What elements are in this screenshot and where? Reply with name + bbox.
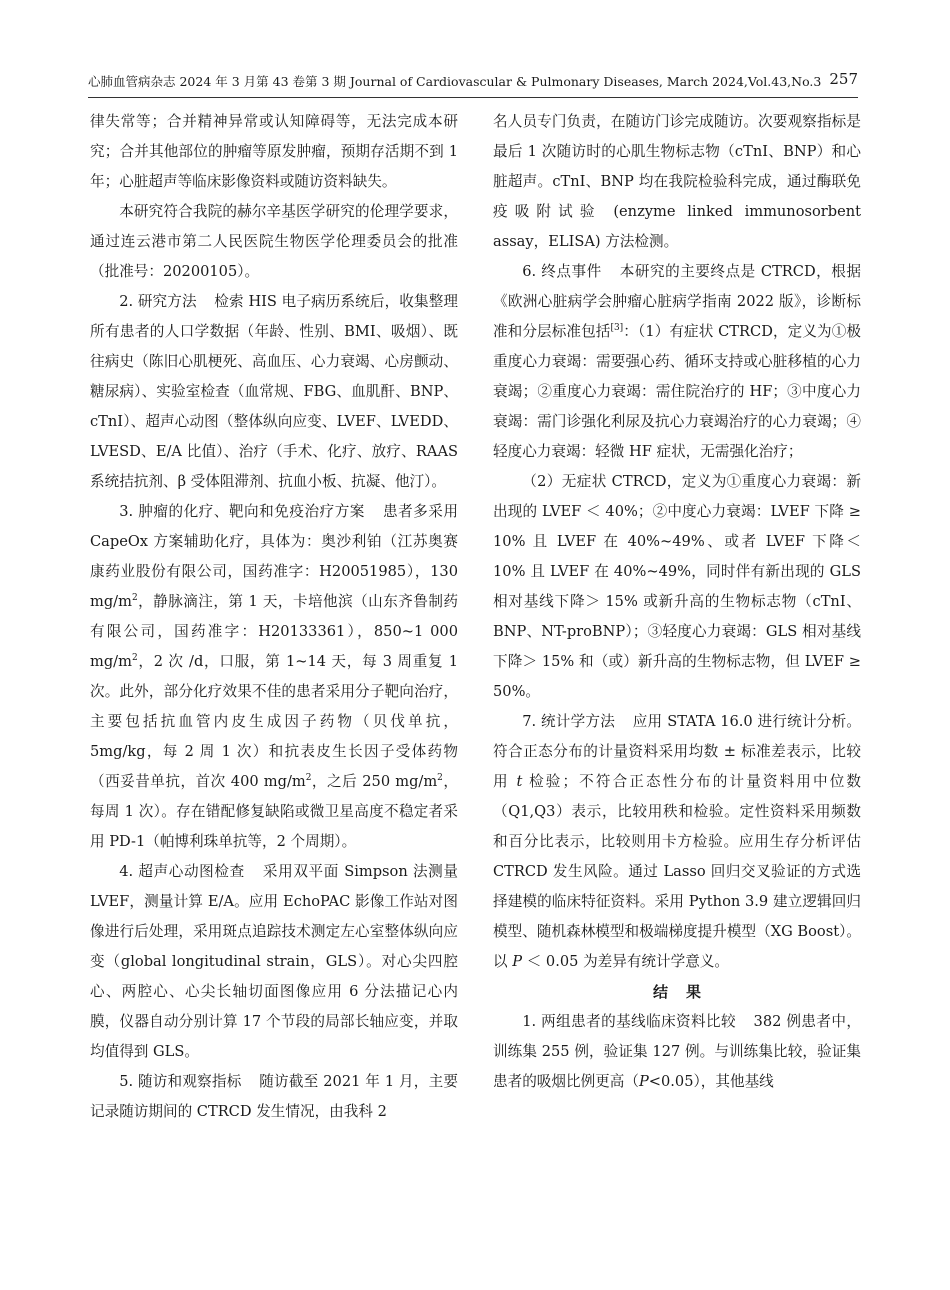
section-text: 382 例患者中，训练集 255 例，验证集 127 例。与训练集比较，验证集患者的吸烟比例更高（ [493,1013,861,1090]
section-title: 1. 两组患者的基线临床资料比较 [522,1013,737,1030]
paragraph-follow-up-continued: 名人员专门负责，在随访门诊完成随访。次要观察指标是最后 1 次随访时的心肌生物标志物（cTnI、BNP）和心脏超声。cTnI、BNP 均在我院检验科完成，通过酶联免疫吸附试验 (enzyme linked immunosorbent assay，ELISA) 方法检测。 [493,113,861,250]
section-text: 随访截至 2021 年 1 月，主要记录随访期间的 CTRCD 发生情况，由我科 2 [90,1073,458,1120]
section-chemotherapy-regimen [90,497,458,857]
section-text: ，之后 250 mg/m [311,773,438,790]
section-follow-up [90,1067,458,1127]
superscript: 2 [131,593,138,604]
italic-symbol: t [516,773,523,790]
section-text: 本研究的主要终点是 CTRCD，根据《欧洲心脏病学会肿瘤心脏病学指南 2022 版》，诊断标准和分层标准包括 [493,263,861,340]
superscript: 2 [437,773,443,784]
section-title: 6. 终点事件 [522,263,602,280]
paragraph-asymptomatic-ctrcd: （2）无症状 CTRCD，定义为①重度心力衰竭：新出现的 LVEF ＜ 40%；②中度心力衰竭：LVEF 下降 ≥ 10% 且 LVEF 在 40%~49%、或者 LVEF 下降＜ 10% 且 LVEF 在 40%~49%，同时伴有新出现的 GLS 相对基线下降＞ 15% 或新升高的生物标志物（cTnI、BNP、NT-proBNP）；③轻度心力衰竭：GLS 相对基线下降＞ 15% 和（或）新升高的生物标志物，但 LVEF ≥ 50%。 [493,473,861,700]
section-title: 2. 研究方法 [119,293,197,310]
section-text: 检索 HIS 电子病历系统后，收集整理所有患者的人口学数据（年龄、性别、BMI、吸烟）、既往病史（陈旧心肌梗死、高血压、心力衰竭、心房颤动、糖尿病）、实验室检查（血常规、FBG、血肌酐、BNP、cTnI）、超声心动图（整体纵向应变、LVEF、LVEDD、LVESD、E/A 比值）、治疗（手术、化疗、放疗、RAAS 系统拮抗剂、β 受体阻滞剂、抗血小板、抗凝、他汀）。 [90,293,458,490]
right-column [493,107,861,1267]
section-baseline-comparison [493,1007,861,1097]
section-text: 应用 STATA 16.0 进行统计分析。符合正态分布的计量资料采用均数 ± 标准差表示，比较用 [493,713,861,790]
section-endpoints [493,257,861,467]
section-text: ，静脉滴注，第 1 天，卡培他滨（山东齐鲁制药有限公司，国药准字：H20133361），850~1 000 mg/m [90,593,458,670]
section-echocardiography [90,857,458,1067]
italic-symbol: P [512,953,523,970]
paragraph-exclusion-continued: 律失常等；合并精神异常或认知障碍等，无法完成本研究；合并其他部位的肿瘤等原发肿瘤，预期存活期不到 1 年；心脏超声等临床影像资料或随访资料缺失。 [90,113,458,190]
running-header [88,70,858,94]
section-text: ：（1）有症状 CTRCD，定义为①极重度心力衰竭：需要强心药、循环支持或心脏移植的心力衰竭；②重度心力衰竭：需住院治疗的 HF；③中度心力衰竭：需门诊强化利尿及抗心力衰竭治疗的心力衰竭；④轻度心力衰竭：轻微 HF 症状，无需强化治疗； [493,323,861,460]
section-title: 4. 超声心动图检查 [119,863,245,880]
section-statistics [493,707,861,977]
journal-citation: 心肺血管病杂志 2024 年 3 月第 43 卷第 3 期 Journal of Cardiovascular & Pulmonary Diseases, March 2024,Vol.43,No.3 [88,74,822,89]
citation-reference: [3] [610,323,624,334]
superscript: 2 [131,653,138,664]
section-text: <0.05），其他基线 [648,1073,774,1090]
left-column [90,107,458,1267]
section-text: ，2 次 /d，口服，第 1~14 天，每 3 周重复 1 次。此外，部分化疗效果不佳的患者采用分子靶向治疗，主要包括抗血管内皮生成因子药物（贝伐单抗，5mg/kg，每 2 周 1 次）和抗表皮生长因子受体药物（西妥昔单抗，首次 400 mg/m [90,653,458,790]
section-title: 3. 肿瘤的化疗、靶向和免疫治疗方案 [119,503,365,520]
italic-symbol: P [638,1073,649,1090]
section-title: 5. 随访和观察指标 [119,1073,242,1090]
section-title: 7. 统计学方法 [522,713,616,730]
section-text: ，每周 1 次）。存在错配修复缺陷或微卫星高度不稳定者采用 PD-1（帕博利珠单抗等，2 个周期）。 [90,773,458,850]
section-text: 采用双平面 Simpson 法测量 LVEF，测量计算 E/A。应用 EchoPAC 影像工作站对图像进行后处理，采用斑点追踪技术测定左心室整体纵向应变（global longitudinal strain，GLS）。对心尖四腔心、两腔心、心尖长轴切面图像应用 6 分法描记心内膜，仪器自动分别计算 17 个节段的局部长轴应变，并取均值得到 GLS。 [90,863,458,1060]
section-research-methods [90,287,458,497]
section-text: 患者多采用 CapeOx 方案辅助化疗，具体为：奥沙利铂（江苏奥赛康药业股份有限公司，国药准字：H20051985），130 mg/m [90,503,458,610]
superscript: 2 [305,773,312,784]
section-text: 检验；不符合正态性分布的计量资料用中位数（Q1,Q3）表示，比较用秩和检验。定性资料采用频数和百分比表示，比较则用卡方检验。应用生存分析评估 CTRCD 发生风险。通过 Lasso 回归交叉验证的方式选择建模的临床特征资料。采用 Python 3.9 建立逻辑回归模型、随机森林模型和极端梯度提升模型（XG Boost）。以 [493,773,861,970]
results-heading: 结果 [652,983,719,1001]
page-number: 257 [829,70,858,88]
section-text: ＜ 0.05 为差异有统计学意义。 [522,953,730,970]
header-rule [88,97,858,98]
paragraph-ethics: 本研究符合我院的赫尔辛基医学研究的伦理学要求，通过连云港市第二人民医院生物医学伦理委员会的批准（批准号：20200105）。 [90,203,458,280]
